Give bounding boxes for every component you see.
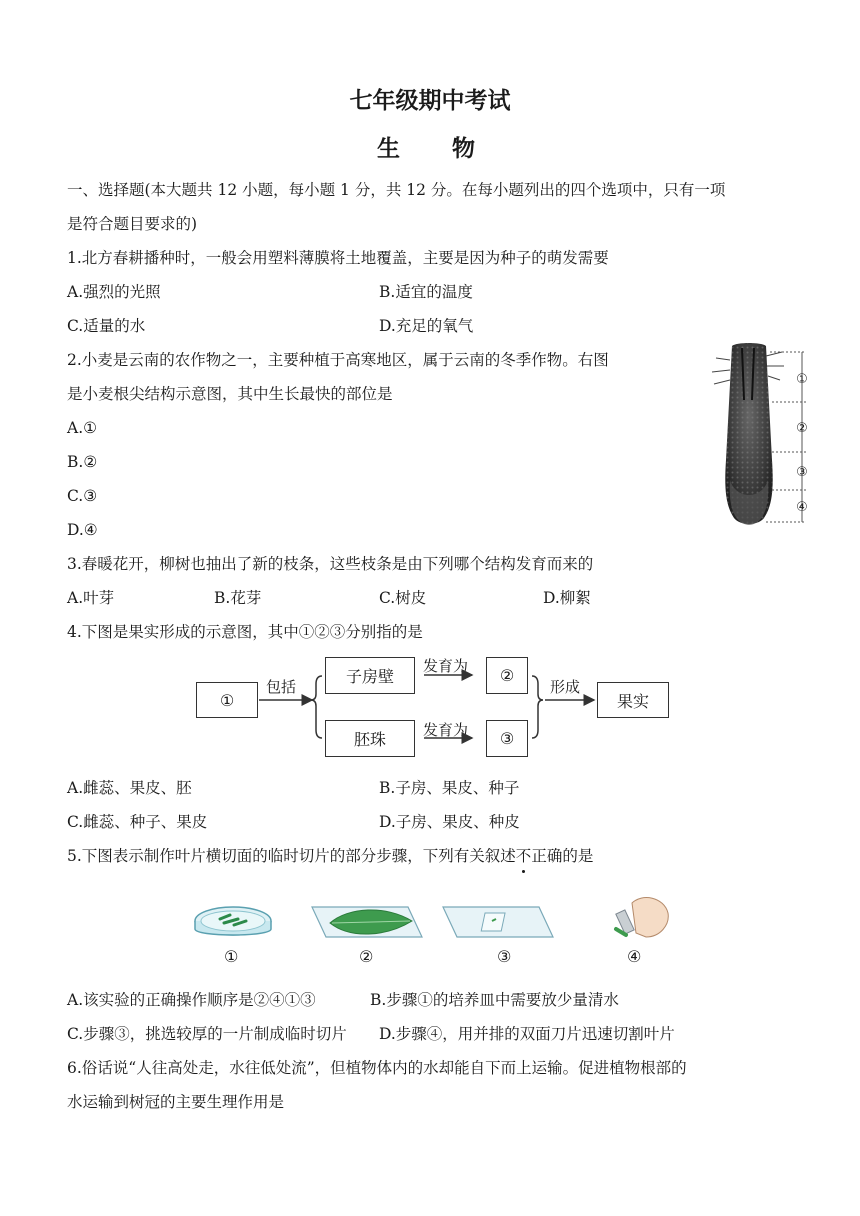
q3-option-d: D.柳絮 — [543, 589, 591, 607]
flow-box-ovule: 胚珠 — [325, 720, 415, 757]
q5-stem-after: 正确的是 — [531, 847, 594, 865]
section-instructions-line1: 一、选择题(本大题共 12 小题，每小题 1 分，共 12 分。在每小题列出的四个选项中，只有一项 — [67, 181, 726, 199]
q2-option-d: D.④ — [67, 521, 98, 539]
q3-option-b: B.花芽 — [214, 589, 262, 607]
flow-box-fruit: 果实 — [597, 682, 669, 718]
flow-label-develop-2: 发育为 — [423, 721, 469, 739]
q6-stem-line2: 水运输到树冠的主要生理作用是 — [67, 1093, 285, 1111]
q4-stem: 4.下图是果实形成的示意图，其中①②③分别指的是 — [67, 623, 423, 641]
brace-left — [311, 676, 322, 738]
brace-right — [532, 676, 543, 738]
q3-option-c: C.树皮 — [379, 589, 427, 607]
step-label-4: ④ — [627, 947, 642, 966]
coverslip-slide-illustration — [443, 907, 553, 937]
exam-title: 七年级期中考试 — [349, 88, 511, 114]
petri-dish-illustration — [195, 907, 271, 935]
step-label-3: ③ — [497, 947, 512, 966]
q1-option-a: A.强烈的光照 — [67, 283, 161, 301]
root-tip-figure — [700, 340, 820, 532]
q5-option-a: A.该实验的正确操作顺序是②④①③ — [67, 991, 316, 1009]
q5-option-b: B.步骤①的培养皿中需要放少量清水 — [370, 991, 619, 1009]
flow-box-start: ① — [196, 682, 258, 718]
q1-option-b: B.适宜的温度 — [379, 283, 473, 301]
q4-option-b: B.子房、果皮、种子 — [379, 779, 520, 797]
q5-stem-before: 5.下图表示制作叶片横切面的临时切片的部分步骤，下列有关叙述 — [67, 847, 516, 865]
root-label-3: ③ — [796, 465, 808, 480]
flow-label-develop-1: 发育为 — [423, 657, 469, 675]
flow-box-result-3: ③ — [486, 720, 528, 757]
q5-stem-emphasis: 不 — [515, 847, 532, 865]
q6-stem-line1: 6.俗话说“人往高处走，水往低处流”，但植物体内的水却能自下而上运输。促进植物根部的 — [67, 1059, 687, 1077]
subject-title: 生 物 — [377, 136, 477, 162]
root-label-1: ① — [796, 372, 808, 387]
root-label-4: ④ — [796, 500, 808, 515]
q5-option-c: C.步骤③，挑选较厚的一片制成临时切片 — [67, 1025, 347, 1043]
q1-option-d: D.充足的氧气 — [379, 317, 474, 335]
q4-option-a: A.雌蕊、果皮、胚 — [67, 779, 192, 797]
q4-option-d: D.子房、果皮、种皮 — [379, 813, 520, 831]
q5-option-d: D.步骤④，用并排的双面刀片迅速切割叶片 — [379, 1025, 675, 1043]
q2-stem-line1: 2.小麦是云南的农作物之一，主要种植于高寒地区，属于云南的冬季作物。右图 — [67, 351, 609, 369]
q1-stem: 1.北方春耕播种时，一般会用塑料薄膜将土地覆盖，主要是因为种子的萌发需要 — [67, 249, 609, 267]
root-tip-shape — [725, 343, 772, 525]
section-instructions-line2: 是符合题目要求的) — [67, 215, 198, 233]
q3-option-a: A.叶芽 — [67, 589, 115, 607]
q2-option-a: A.① — [67, 419, 98, 437]
q3-stem: 3.春暖花开，柳树也抽出了新的枝条，这些枝条是由下列哪个结构发育而来的 — [67, 555, 594, 573]
q5-stem — [67, 846, 593, 866]
flow-box-result-2: ② — [486, 657, 528, 694]
q2-option-b: B.② — [67, 453, 98, 471]
leaf-section-steps — [190, 885, 680, 975]
step-label-2: ② — [359, 947, 374, 966]
flow-label-form: 形成 — [550, 678, 581, 696]
q1-option-c: C.适量的水 — [67, 317, 146, 335]
step-label-1: ① — [224, 947, 239, 966]
hand-blade-illustration — [616, 898, 668, 937]
q2-option-c: C.③ — [67, 487, 98, 505]
leaf-on-slide-illustration — [312, 907, 422, 937]
flow-box-ovary-wall: 子房壁 — [325, 657, 415, 694]
q2-stem-line2: 是小麦根尖结构示意图，其中生长最快的部位是 — [67, 385, 393, 403]
flow-label-include: 包括 — [266, 678, 297, 696]
q4-option-c: C.雌蕊、种子、果皮 — [67, 813, 208, 831]
root-label-2: ② — [796, 421, 808, 436]
